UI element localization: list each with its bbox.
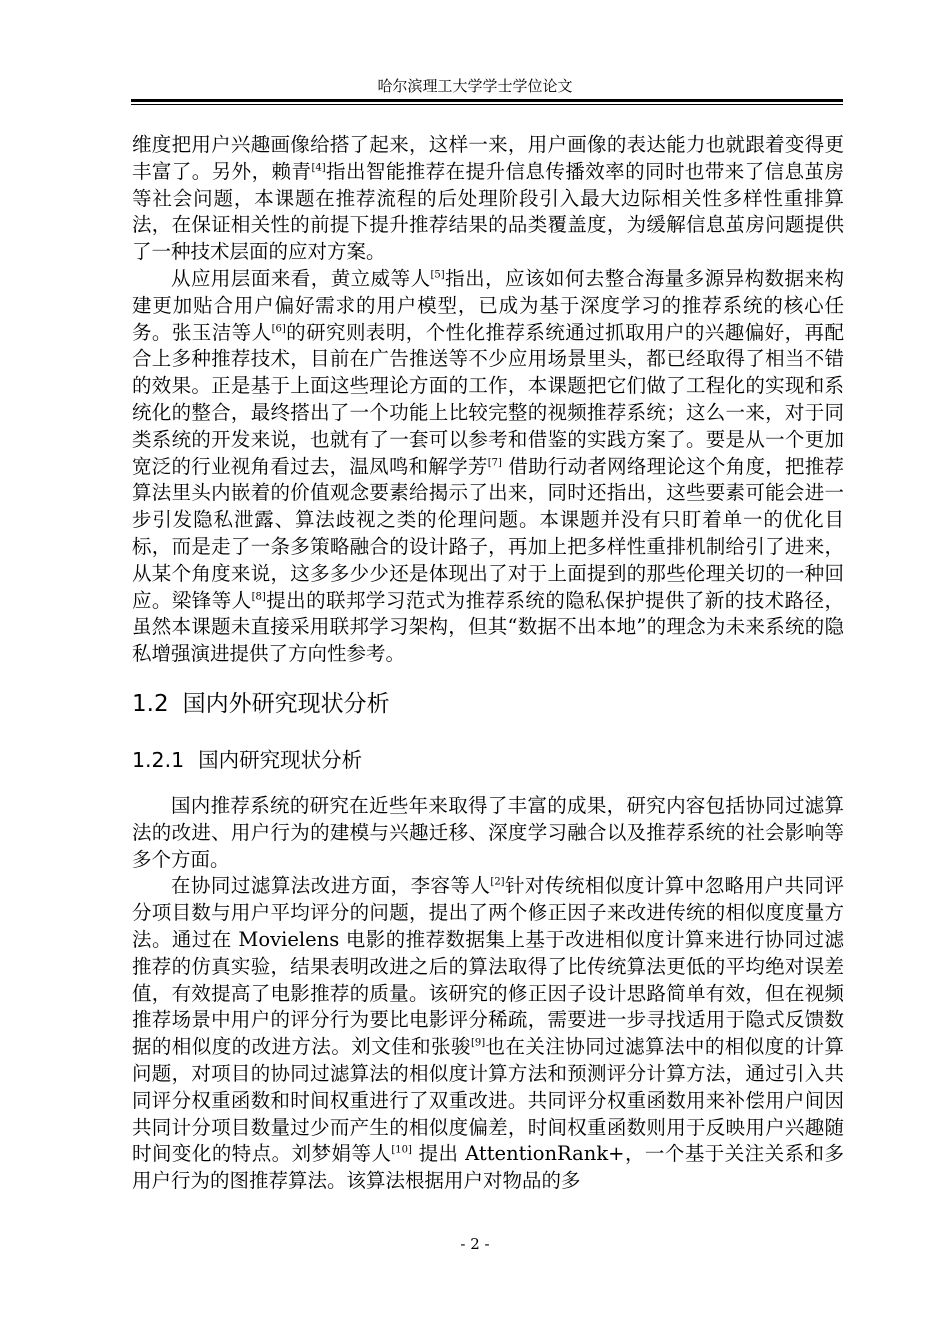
paragraph-2: [132, 266, 844, 668]
paragraph-1-text-b: 指出智能推荐在提升信息传播效率的同时也带来了信息茧房等社会问题，本课题在推荐流程的后处理阶段引入最大边际相关性多样性重排算法，在保证相关性的前提下提升推荐结果的品类覆盖度，为缓解信息茧房问题提供了一种技术层面的应对方案。: [132, 159, 844, 264]
subsection-heading-1-2-1: [132, 737, 844, 783]
citation-10: [10]: [391, 1144, 412, 1156]
paragraph-4-text-d: 提出 AttentionRank+，一个基于关注关系和多用户行为的图推荐算法。该算法根据用户对物品的多: [132, 1142, 844, 1193]
section-heading-1-2: [132, 679, 844, 729]
paragraph-4: [132, 873, 844, 1195]
section-title: 国内外研究现状分析: [182, 690, 390, 717]
running-header: 哈尔滨理工大学学士学位论文: [377, 77, 573, 95]
citation-4: [4]: [311, 162, 326, 174]
paragraph-1-text-a: 维度把用户兴趣画像给搭了起来，这样一来，用户画像的表达能力也就跟着变得更丰富了。另外，赖青: [132, 133, 844, 183]
citation-9: [9]: [470, 1037, 486, 1049]
citation-6: [6]: [271, 323, 286, 335]
paragraph-2-text-e: 提出的联邦学习范式为推荐系统的隐私保护提供了新的技术路径，虽然本课题未直接采用联邦学习架构，但其“数据不出本地”的理念为未来系统的隐私增强演进提供了方向性参考。: [132, 588, 844, 666]
paragraph-2-text-c: 的研究则表明，个性化推荐系统通过抓取用户的兴趣偏好，再配合上多种推荐技术，目前在广告推送等不少应用场景里头，都已经取得了相当不错的效果。正是基于上面这些理论方面的工作，本课题把它们做了工程化的实现和系统化的整合，最终搭出了一个功能上比较完整的视频推荐系统；这么一来，对于同类系统的开发来说，也就有了一套可以参考和借鉴的实践方案了。要是从一个更加宽泛的行业视角看过去，温凤鸣和解学芳: [132, 320, 844, 478]
body-text: [132, 132, 844, 1195]
paragraph-4-text-c: 也在关注协同过滤算法中的相似度的计算问题，对项目的协同过滤算法的相似度计算方法和预测评分计算方法，通过引入共同评分权重函数和时间权重进行了双重改进。共同评分权重函数用来补偿用户间因共同计分项目数量过少而产生的相似度偏差，时间权重函数则用于反映用户兴趣随时间变化的特点。刘梦娟等人: [132, 1035, 844, 1166]
citation-2: [2]: [490, 876, 505, 888]
paragraph-4-text-b: 针对传统相似度计算中忽略用户共同评分项目数与用户平均评分的问题，提出了两个修正因子来改进传统的相似度度量方法。通过在 Movielens 电影的推荐数据集上基于改进相似度计算来进行协同过滤推荐的仿真实验，结果表明改进之后的算法取得了比传统算法更低的平均绝对误差值，有效提高了电影推荐的质量。该研究的修正因子设计思路简单有效，但在视频推荐场景中用户的评分行为要比电影评分稀疏，需要进一步寻找适用于隐式反馈数据的相似度的改进方法。刘文佳和张骏: [132, 874, 844, 1059]
citation-5: [5]: [430, 269, 445, 281]
subsection-number: 1.2.1: [132, 747, 185, 772]
paragraph-1: [132, 132, 844, 266]
paragraph-3: 国内推荐系统的研究在近些年来取得了丰富的成果，研究内容包括协同过滤算法的改进、用户行为的建模与兴趣迁移、深度学习融合以及推荐系统的社会影响等多个方面。: [132, 793, 844, 871]
header-rule-thick: [131, 99, 843, 102]
citation-7: [7]: [487, 457, 502, 469]
paragraph-2-text-a: 从应用层面来看，黄立威等人: [171, 266, 431, 290]
subsection-title: 国内研究现状分析: [198, 747, 363, 772]
citation-8: [8]: [251, 591, 266, 603]
paragraph-4-text-a: 在协同过滤算法改进方面，李容等人: [171, 874, 491, 898]
section-number: 1.2: [132, 690, 169, 717]
page-number: - 2 -: [460, 1235, 490, 1253]
paragraph-2-text-b: 指出，应该如何去整合海量多源异构数据来构建更加贴合用户偏好需求的用户模型，已成为基于深度学习的推荐系统的核心任务。张玉洁等人: [132, 266, 844, 344]
header-rule-thin: [131, 104, 843, 105]
paragraph-2-text-d: 借助行动者网络理论这个角度，把推荐算法里头内嵌着的价值观念要素给揭示了出来，同时还指出，这些要素可能会进一步引发隐私泄露、算法歧视之类的伦理问题。本课题并没有只盯着单一的优化目标，而是走了一条多策略融合的设计路子，再加上把多样性重排机制给引了进来，从某个角度来说，这多多少少还是体现出了对于上面提到的那些伦理关切的一种回应。梁锋等人: [132, 454, 844, 612]
